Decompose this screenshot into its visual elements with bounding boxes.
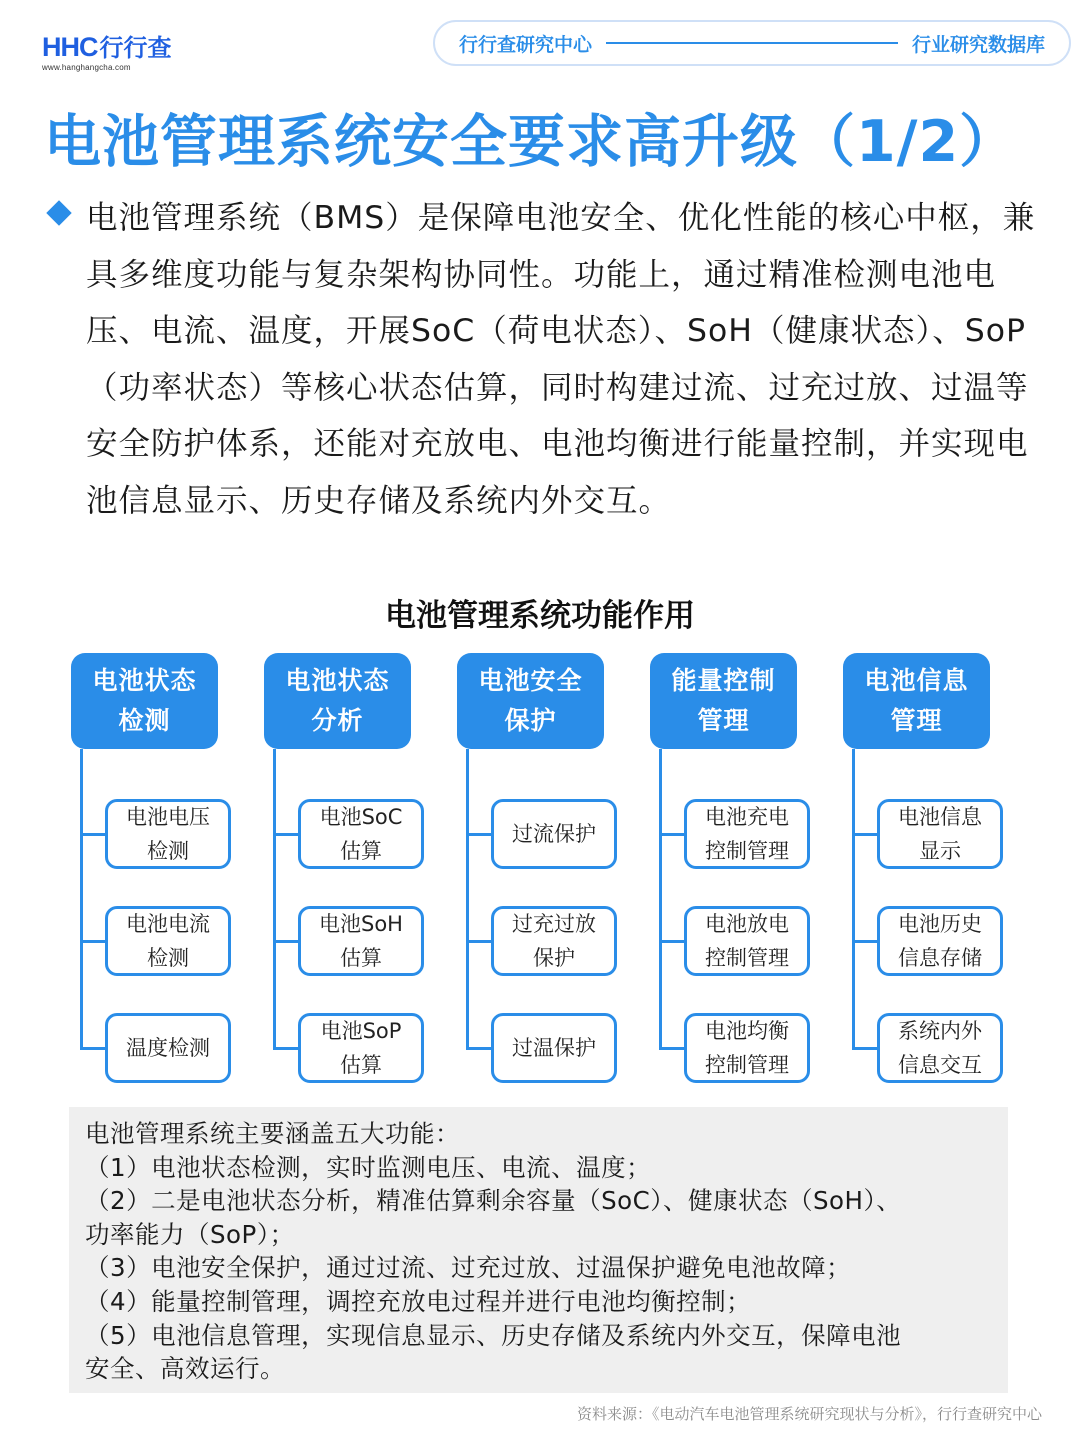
connector-horizontal-line (273, 833, 298, 836)
function-item-box: 过温保护 (491, 1013, 617, 1083)
summary-line: （4）能量控制管理，调控充放电过程并进行电池均衡控制； (85, 1286, 752, 1316)
bullet-diamond-icon (46, 200, 71, 225)
connector-vertical-line (852, 749, 855, 1050)
function-item-box: 电池电压 检测 (105, 799, 231, 869)
function-item-box: 电池SoH 估算 (298, 906, 424, 976)
function-item-box: 电池放电 控制管理 (684, 906, 810, 976)
header-divider-line (606, 42, 898, 44)
category-header: 电池信息 管理 (843, 653, 990, 749)
category-header: 电池安全 保护 (457, 653, 604, 749)
function-item-box: 电池电流 检测 (105, 906, 231, 976)
summary-line: （5）电池信息管理，实现信息显示、历史存储及系统内外交互，保障电池 (85, 1320, 902, 1350)
function-item-box: 电池SoC 估算 (298, 799, 424, 869)
connector-horizontal-line (659, 1047, 684, 1050)
header-left-label: 行行查研究中心 (459, 33, 593, 56)
connector-horizontal-line (659, 940, 684, 943)
logo-mark: HHC (42, 32, 98, 62)
connector-horizontal-line (659, 833, 684, 836)
header-right-label: 行业研究数据库 (911, 33, 1045, 56)
connector-horizontal-line (273, 940, 298, 943)
function-item-box: 过充过放 保护 (491, 906, 617, 976)
connector-horizontal-line (852, 1047, 877, 1050)
summary-line: 功率能力（SoP）； (85, 1219, 295, 1249)
category-header: 能量控制 管理 (650, 653, 797, 749)
function-item-box: 温度检测 (105, 1013, 231, 1083)
summary-line: （2）二是电池状态分析，精准估算剩余容量（SoC）、健康状态（SoH）、 (85, 1186, 902, 1216)
connector-horizontal-line (80, 940, 105, 943)
intro-paragraph: 电池管理系统（BMS）是保障电池安全、优化性能的核心中枢，兼具多维度功能与复杂架构协同性。功能上，通过精准检测电池电压、电流、温度，开展SoC（荷电状态）、SoH（健康状态）、SoP（功率状态）等核心状态估算，同时构建过流、过充过放、过温等安全防护体系，还能对充放电、电池均衡进行能量控制，并实现电池信息显示、历史存储及系统内外交互。 (86, 200, 1036, 519)
function-item-box: 电池信息 显示 (877, 799, 1003, 869)
function-item-box: 电池SoP 估算 (298, 1013, 424, 1083)
source-note: 资料来源：《电动汽车电池管理系统研究现状与分析》，行行查研究中心 (576, 1405, 1042, 1423)
connector-horizontal-line (852, 940, 877, 943)
connector-horizontal-line (273, 1047, 298, 1050)
connector-horizontal-line (80, 1047, 105, 1050)
connector-vertical-line (80, 749, 83, 1050)
connector-horizontal-line (852, 833, 877, 836)
connector-vertical-line (466, 749, 469, 1050)
function-item-box: 电池均衡 控制管理 (684, 1013, 810, 1083)
header-banner (433, 20, 1071, 66)
logo (42, 28, 172, 72)
logo-url: www.hanghangcha.com (42, 63, 131, 72)
logo-name: 行行查 (99, 34, 172, 62)
summary-line: 电池管理系统主要涵盖五大功能： (85, 1119, 460, 1148)
connector-horizontal-line (466, 940, 491, 943)
function-item-box: 电池充电 控制管理 (684, 799, 810, 869)
function-item-box: 过流保护 (491, 799, 617, 869)
summary-line: （3）电池安全保护，通过过流、过充过放、过温保护避免电池故障； (85, 1253, 852, 1283)
connector-horizontal-line (466, 833, 491, 836)
summary-box (69, 1107, 1008, 1393)
intro-section (46, 190, 1046, 529)
function-item-box: 电池历史 信息存储 (877, 906, 1003, 976)
summary-line: （1）电池状态检测，实时监测电压、电流、温度； (85, 1152, 652, 1182)
category-header: 电池状态 检测 (71, 653, 218, 749)
connector-vertical-line (273, 749, 276, 1050)
category-header: 电池状态 分析 (264, 653, 411, 749)
connector-horizontal-line (466, 1047, 491, 1050)
connector-vertical-line (659, 749, 662, 1050)
connector-horizontal-line (80, 833, 105, 836)
page-title: 电池管理系统安全要求高升级（1/2） (44, 109, 1018, 175)
summary-line: 安全、高效运行。 (85, 1354, 285, 1384)
diagram-title: 电池管理系统功能作用 (385, 598, 695, 634)
function-item-box: 系统内外 信息交互 (877, 1013, 1003, 1083)
